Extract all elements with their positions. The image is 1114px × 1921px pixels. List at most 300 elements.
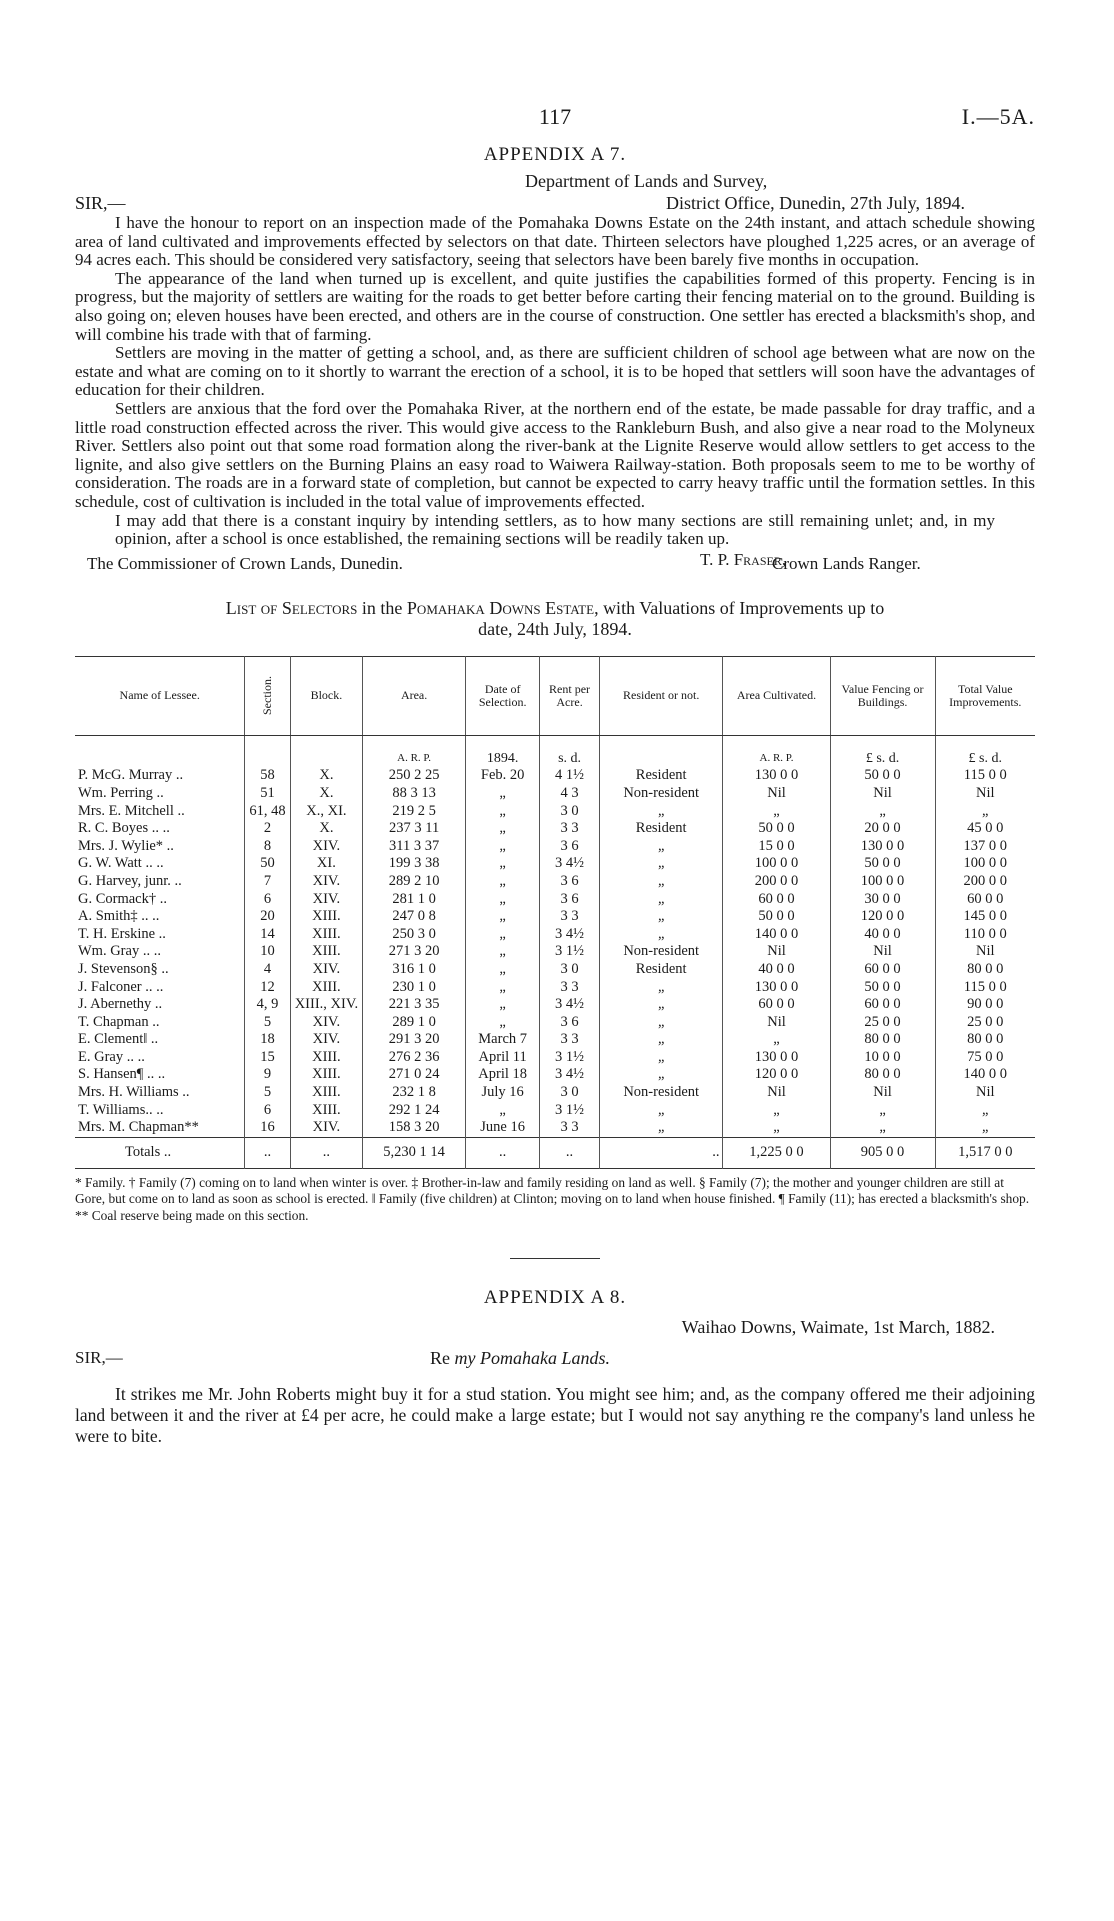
area-cultivated-cell: 100 0 0 bbox=[723, 855, 830, 873]
lessee-name-cell: G. Harvey, junr. .. bbox=[75, 873, 245, 891]
section-cell: 5 bbox=[245, 1084, 290, 1102]
block-cell: XIV. bbox=[290, 890, 362, 908]
date-of-selection-cell: Feb. 20 bbox=[466, 767, 540, 785]
block-cell: XIV. bbox=[290, 1031, 362, 1049]
area-cell: 232 1 8 bbox=[363, 1084, 466, 1102]
appendix-a7-title: APPENDIX A 7. bbox=[483, 144, 627, 165]
rent-per-acre-cell: 3 0 bbox=[540, 961, 600, 979]
lessee-name-cell: E. Clement‖ .. bbox=[75, 1031, 245, 1049]
table-title-date: date, 24th July, 1894. bbox=[478, 618, 632, 639]
closing-paragraph: I may add that there is a constant inquiry by intending settlers, as to how many sections are still remaining unlet; and, in my opinion, after a school is once established, the remaining sections will be readily taken up. bbox=[115, 510, 995, 549]
table-row bbox=[75, 820, 1035, 838]
value-fencing-cell: 25 0 0 bbox=[830, 1013, 935, 1031]
residency-cell: „ bbox=[599, 1101, 723, 1119]
area-cell: 250 2 25 bbox=[363, 767, 466, 785]
units-fencing: £ s. d. bbox=[830, 735, 935, 767]
residency-cell: Non-resident bbox=[599, 943, 723, 961]
block-cell: XIII. bbox=[290, 1101, 362, 1119]
units-cell bbox=[599, 735, 723, 767]
rent-per-acre-cell: 3 6 bbox=[540, 890, 600, 908]
table-row bbox=[75, 1031, 1035, 1049]
area-cultivated-cell: 50 0 0 bbox=[723, 820, 830, 838]
section-cell: 10 bbox=[245, 943, 290, 961]
area-cell: 271 3 20 bbox=[363, 943, 466, 961]
value-fencing-cell: „ bbox=[830, 802, 935, 820]
block-cell: XIII. bbox=[290, 925, 362, 943]
rent-per-acre-cell: 3 4½ bbox=[540, 996, 600, 1014]
section-cell: 7 bbox=[245, 873, 290, 891]
totals-row bbox=[75, 1137, 1035, 1168]
area-cultivated-cell: Nil bbox=[723, 943, 830, 961]
residency-cell: „ bbox=[599, 855, 723, 873]
table-row bbox=[75, 1119, 1035, 1137]
header-name: Name of Lessee. bbox=[75, 656, 245, 735]
units-date: 1894. bbox=[466, 735, 540, 767]
total-value-cell: „ bbox=[982, 802, 989, 819]
rent-per-acre-cell: 3 3 bbox=[540, 1119, 600, 1137]
section-cell: 4, 9 bbox=[245, 996, 290, 1014]
header-cultivated: Area Cultivated. bbox=[723, 656, 830, 735]
date-of-selection-cell: „ bbox=[466, 1101, 540, 1119]
block-cell: X. bbox=[290, 785, 362, 803]
table-row bbox=[75, 855, 1035, 873]
date-of-selection-cell: „ bbox=[466, 890, 540, 908]
lessee-name-cell: G. Cormack† .. bbox=[75, 890, 245, 908]
area-cell: 289 1 0 bbox=[363, 1013, 466, 1031]
paragraph: Settlers are moving in the matter of getting a school, and, as there are sufficient children of school age between what are now on the estate and what are coming on to it shortly to warrant the erection of a school, it is to be hoped that settlers will soon have the advantages of education for their children. bbox=[75, 343, 1035, 400]
date-of-selection-cell: „ bbox=[466, 978, 540, 996]
header-area: Area. bbox=[363, 656, 466, 735]
area-cell: 237 3 11 bbox=[363, 820, 466, 838]
value-fencing-cell: 20 0 0 bbox=[830, 820, 935, 838]
header-rent: Rent per Acre. bbox=[540, 656, 600, 735]
residency-cell: „ bbox=[599, 996, 723, 1014]
table-row bbox=[75, 1101, 1035, 1119]
salutation: SIR,— bbox=[75, 1348, 123, 1368]
area-cell: 88 3 13 bbox=[363, 785, 466, 803]
date-of-selection-cell: „ bbox=[466, 802, 540, 820]
area-cell: 250 3 0 bbox=[363, 925, 466, 943]
lessee-name-cell: T. Williams.. .. bbox=[75, 1101, 245, 1119]
table-row bbox=[75, 767, 1035, 785]
units-cultivated: A. R. P. bbox=[723, 735, 830, 767]
table-row bbox=[75, 908, 1035, 926]
block-cell: XIII. bbox=[290, 1084, 362, 1102]
total-value-cell: 115 0 0 bbox=[963, 767, 1007, 784]
section-cell: 20 bbox=[245, 908, 290, 926]
date-of-selection-cell: „ bbox=[466, 925, 540, 943]
rent-per-acre-cell: 3 1½ bbox=[540, 1049, 600, 1067]
table-header-row bbox=[75, 656, 1035, 735]
appendix-a8-paragraph: It strikes me Mr. John Roberts might buy it for a stud station. You might see him; and, as the company offered me their adjoining land between it and the river at £4 per acre, he could make a large estate; but I would not say anything re the company's land unless he were to bite. bbox=[75, 1384, 1035, 1447]
subject-prefix: Re bbox=[430, 1348, 455, 1369]
section-cell: 16 bbox=[245, 1119, 290, 1137]
area-cultivated-cell: „ bbox=[723, 1101, 830, 1119]
totals-dots: .. bbox=[540, 1137, 600, 1168]
residency-cell: Non-resident bbox=[599, 785, 723, 803]
salutation: SIR,— bbox=[75, 193, 126, 213]
value-fencing-cell: 120 0 0 bbox=[830, 908, 935, 926]
value-fencing-cell: 60 0 0 bbox=[830, 996, 935, 1014]
table-row bbox=[75, 873, 1035, 891]
residency-cell: „ bbox=[599, 837, 723, 855]
section-cell: 6 bbox=[245, 890, 290, 908]
residency-cell: „ bbox=[599, 978, 723, 996]
total-value-cell: 137 0 0 bbox=[963, 837, 1008, 854]
estate-name: Pomahaka Downs Estate bbox=[406, 597, 595, 618]
block-cell: XIII. bbox=[290, 908, 362, 926]
paragraph: I have the honour to report on an inspection made of the Pomahaka Downs Estate on the 24th instant, and attach schedule showing area of land cultivated and improvements effected by selectors on that date. Thirteen selectors have ploughed 1,225 acres, or an average of 94 acres each. This should be considered very satisfactory, seeing that selectors have been barely five months in occupation. bbox=[75, 213, 1035, 270]
rent-per-acre-cell: 3 6 bbox=[540, 837, 600, 855]
area-cell: 219 2 5 bbox=[363, 802, 466, 820]
subject-text: my Pomahaka Lands. bbox=[454, 1348, 610, 1369]
table-row bbox=[75, 1084, 1035, 1102]
block-cell: XIII., XIV. bbox=[290, 996, 362, 1014]
area-cell: 281 1 0 bbox=[363, 890, 466, 908]
area-cell: 292 1 24 bbox=[363, 1101, 466, 1119]
value-fencing-cell: „ bbox=[830, 1119, 935, 1137]
totals-total: 1,517 0 0 bbox=[935, 1137, 1035, 1168]
residency-cell: „ bbox=[599, 1013, 723, 1031]
section-cell: 2 bbox=[245, 820, 290, 838]
area-cultivated-cell: Nil bbox=[723, 1013, 830, 1031]
area-cultivated-cell: 130 0 0 bbox=[723, 767, 830, 785]
value-fencing-cell: „ bbox=[830, 1101, 935, 1119]
rent-per-acre-cell: 3 6 bbox=[540, 873, 600, 891]
area-cultivated-cell: 15 0 0 bbox=[723, 837, 830, 855]
area-cell: 316 1 0 bbox=[363, 961, 466, 979]
area-cultivated-cell: 60 0 0 bbox=[723, 890, 830, 908]
table-row bbox=[75, 978, 1035, 996]
value-fencing-cell: Nil bbox=[830, 785, 935, 803]
total-value-cell: 75 0 0 bbox=[967, 1048, 1004, 1065]
section-cell: 18 bbox=[245, 1031, 290, 1049]
date-of-selection-cell: „ bbox=[466, 961, 540, 979]
header-resident: Resident or not. bbox=[599, 656, 723, 735]
lessee-name-cell: J. Abernethy .. bbox=[75, 996, 245, 1014]
date-of-selection-cell: „ bbox=[466, 996, 540, 1014]
total-value-cell: 100 0 0 bbox=[963, 855, 1008, 872]
date-of-selection-cell: „ bbox=[466, 908, 540, 926]
value-fencing-cell: 30 0 0 bbox=[830, 890, 935, 908]
totals-area: 5,230 1 14 bbox=[363, 1137, 466, 1168]
table-row bbox=[75, 961, 1035, 979]
lessee-name-cell: Wm. Perring .. bbox=[75, 785, 245, 803]
date-of-selection-cell: April 18 bbox=[466, 1066, 540, 1084]
rent-per-acre-cell: 3 1½ bbox=[540, 943, 600, 961]
letter-heading bbox=[75, 170, 1035, 214]
letter-closing bbox=[75, 512, 1035, 554]
lessee-name-cell: S. Hansen¶ .. .. bbox=[75, 1066, 245, 1084]
value-fencing-cell: 50 0 0 bbox=[830, 855, 935, 873]
units-cell bbox=[75, 735, 245, 767]
residency-cell: „ bbox=[599, 1119, 723, 1137]
date-of-selection-cell: „ bbox=[466, 873, 540, 891]
department-line: Department of Lands and Survey, bbox=[525, 171, 768, 191]
table-row bbox=[75, 943, 1035, 961]
date-of-selection-cell: March 7 bbox=[466, 1031, 540, 1049]
appendix-a8-title: APPENDIX A 8. bbox=[483, 1287, 627, 1309]
rent-per-acre-cell: 3 0 bbox=[540, 1084, 600, 1102]
lessee-name-cell: Mrs. J. Wylie* .. bbox=[75, 837, 245, 855]
rent-per-acre-cell: 3 4½ bbox=[540, 1066, 600, 1084]
header-date: Date of Selection. bbox=[466, 656, 540, 735]
residency-cell: Resident bbox=[599, 820, 723, 838]
area-cell: 291 3 20 bbox=[363, 1031, 466, 1049]
totals-dots: .. bbox=[245, 1137, 290, 1168]
totals-dots: .. bbox=[290, 1137, 362, 1168]
area-cell: 199 3 38 bbox=[363, 855, 466, 873]
value-fencing-cell: 100 0 0 bbox=[830, 873, 935, 891]
units-total: £ s. d. bbox=[968, 750, 1002, 766]
total-value-cell: Nil bbox=[976, 943, 995, 960]
area-cell: 158 3 20 bbox=[363, 1119, 466, 1137]
area-cultivated-cell: „ bbox=[723, 1119, 830, 1137]
lessee-name-cell: Wm. Gray .. .. bbox=[75, 943, 245, 961]
lessee-name-cell: Mrs. M. Chapman** bbox=[75, 1119, 245, 1137]
total-value-cell: 115 0 0 bbox=[963, 978, 1007, 995]
units-area: A. R. P. bbox=[363, 735, 466, 767]
total-value-cell: 80 0 0 bbox=[967, 1031, 1004, 1048]
block-cell: XIV. bbox=[290, 1119, 362, 1137]
rent-per-acre-cell: 3 6 bbox=[540, 1013, 600, 1031]
header-total: Total Value Improvements. bbox=[935, 656, 1035, 735]
date-of-selection-cell: „ bbox=[466, 785, 540, 803]
total-value-cell: 145 0 0 bbox=[963, 908, 1008, 925]
date-of-selection-cell: „ bbox=[466, 1013, 540, 1031]
total-value-cell: 25 0 0 bbox=[967, 1013, 1004, 1030]
section-cell: 51 bbox=[245, 785, 290, 803]
section-cell: 8 bbox=[245, 837, 290, 855]
area-cultivated-cell: 120 0 0 bbox=[723, 1066, 830, 1084]
date-of-selection-cell: „ bbox=[466, 820, 540, 838]
selectors-table bbox=[75, 656, 1035, 1169]
block-cell: XIII. bbox=[290, 1066, 362, 1084]
area-cultivated-cell: 50 0 0 bbox=[723, 908, 830, 926]
block-cell: XIII. bbox=[290, 978, 362, 996]
document-reference: I.—5A. bbox=[961, 104, 1035, 129]
lessee-name-cell: J. Falconer .. .. bbox=[75, 978, 245, 996]
table-body bbox=[75, 735, 1035, 1137]
area-cell: 230 1 0 bbox=[363, 978, 466, 996]
table-row bbox=[75, 802, 1035, 820]
block-cell: XI. bbox=[290, 855, 362, 873]
area-cell: 221 3 35 bbox=[363, 996, 466, 1014]
section-cell: 9 bbox=[245, 1066, 290, 1084]
section-cell: 15 bbox=[245, 1049, 290, 1067]
subject-line bbox=[430, 1348, 610, 1369]
section-cell: 4 bbox=[245, 961, 290, 979]
value-fencing-cell: 50 0 0 bbox=[830, 978, 935, 996]
lessee-name-cell: Mrs. E. Mitchell .. bbox=[75, 802, 245, 820]
units-rent: s. d. bbox=[540, 735, 600, 767]
area-cultivated-cell: „ bbox=[723, 802, 830, 820]
totals-cultivated: 1,225 0 0 bbox=[723, 1137, 830, 1168]
signature-block bbox=[75, 549, 1035, 576]
table-footnotes: * Family. † Family (7) coming on to land when winter is over. ‡ Brother-in-law and family residing on land as well. § Family (7); the mother and younger children are still at Gore, but come on to land as soon as school is erected. ‖ Family (five children) at Clinton; moving on to land when house finished. ¶ Family (11); has erected a blacksmith's shop. ** Coal reserve being made on this section. bbox=[75, 1174, 1030, 1223]
total-value-cell: 45 0 0 bbox=[967, 820, 1004, 837]
table-row bbox=[75, 1049, 1035, 1067]
signature-name: T. P. Fraser, bbox=[700, 549, 787, 569]
residency-cell: „ bbox=[599, 802, 723, 820]
lessee-name-cell: J. Stevenson§ .. bbox=[75, 961, 245, 979]
residency-cell: Non-resident bbox=[599, 1084, 723, 1102]
value-fencing-cell: 50 0 0 bbox=[830, 767, 935, 785]
residency-cell: „ bbox=[599, 1031, 723, 1049]
place-date-line: Waihao Downs, Waimate, 1st March, 1882. bbox=[681, 1317, 995, 1338]
paragraph: The appearance of the land when turned up is excellent, and quite justifies the capabilities formed of this property. Fencing is in progress, but the majority of settlers are waiting for the roads to get better before carting their fencing material on to the ground. Building is also going on; eleven houses have been erected, and others are in the course of construction. One settler has erected a blacksmith's shop, and will combine his trade with that of farming. bbox=[75, 268, 1035, 344]
block-cell: XIV. bbox=[290, 873, 362, 891]
table-title bbox=[75, 598, 1035, 640]
office-date-line: District Office, Dunedin, 27th July, 1894. bbox=[666, 193, 965, 213]
value-fencing-cell: 80 0 0 bbox=[830, 1031, 935, 1049]
addressee: The Commissioner of Crown Lands, Dunedin. bbox=[87, 553, 403, 573]
page-number: 117 bbox=[538, 104, 572, 129]
page-header bbox=[75, 100, 1035, 134]
rent-per-acre-cell: 3 3 bbox=[540, 908, 600, 926]
units-cell bbox=[245, 735, 290, 767]
total-value-cell: 80 0 0 bbox=[967, 960, 1004, 977]
date-of-selection-cell: „ bbox=[466, 943, 540, 961]
date-of-selection-cell: „ bbox=[466, 837, 540, 855]
section-cell: 5 bbox=[245, 1013, 290, 1031]
area-cultivated-cell: 130 0 0 bbox=[723, 978, 830, 996]
value-fencing-cell: Nil bbox=[830, 1084, 935, 1102]
area-cultivated-cell: Nil bbox=[723, 1084, 830, 1102]
value-fencing-cell: 80 0 0 bbox=[830, 1066, 935, 1084]
section-cell: 6 bbox=[245, 1101, 290, 1119]
area-cultivated-cell: „ bbox=[723, 1031, 830, 1049]
table-row bbox=[75, 890, 1035, 908]
area-cultivated-cell: 40 0 0 bbox=[723, 961, 830, 979]
total-value-cell: 110 0 0 bbox=[963, 925, 1007, 942]
table-title-part: List of Selectors bbox=[225, 597, 358, 618]
date-of-selection-cell: June 16 bbox=[466, 1119, 540, 1137]
rent-per-acre-cell: 3 0 bbox=[540, 802, 600, 820]
area-cultivated-cell: Nil bbox=[723, 785, 830, 803]
residency-cell: „ bbox=[599, 1049, 723, 1067]
residency-cell: „ bbox=[599, 925, 723, 943]
block-cell: X., XI. bbox=[290, 802, 362, 820]
rent-per-acre-cell: 4 1½ bbox=[540, 767, 600, 785]
residency-cell: „ bbox=[599, 908, 723, 926]
header-block: Block. bbox=[290, 656, 362, 735]
rent-per-acre-cell: 4 3 bbox=[540, 785, 600, 803]
total-value-cell: „ bbox=[982, 1119, 989, 1136]
lessee-name-cell: T. H. Erskine .. bbox=[75, 925, 245, 943]
residency-cell: „ bbox=[599, 1066, 723, 1084]
section-cell: 50 bbox=[245, 855, 290, 873]
section-cell: 14 bbox=[245, 925, 290, 943]
area-cultivated-cell: 60 0 0 bbox=[723, 996, 830, 1014]
block-cell: XIII. bbox=[290, 1049, 362, 1067]
block-cell: XIII. bbox=[290, 943, 362, 961]
letter-body bbox=[75, 214, 1035, 512]
total-value-cell: Nil bbox=[976, 784, 995, 801]
lessee-name-cell: A. Smith‡ .. .. bbox=[75, 908, 245, 926]
area-cell: 289 2 10 bbox=[363, 873, 466, 891]
table-row bbox=[75, 996, 1035, 1014]
area-cultivated-cell: 140 0 0 bbox=[723, 925, 830, 943]
rent-per-acre-cell: 3 3 bbox=[540, 978, 600, 996]
total-value-cell: 200 0 0 bbox=[963, 872, 1008, 889]
rent-per-acre-cell: 3 4½ bbox=[540, 855, 600, 873]
block-cell: XIV. bbox=[290, 1013, 362, 1031]
table-title-part: in the bbox=[357, 597, 407, 618]
lessee-name-cell: P. McG. Murray .. bbox=[75, 767, 245, 785]
section-cell: 12 bbox=[245, 978, 290, 996]
total-value-cell: 140 0 0 bbox=[963, 1066, 1008, 1083]
area-cell: 276 2 36 bbox=[363, 1049, 466, 1067]
units-cell bbox=[290, 735, 362, 767]
section-divider bbox=[510, 1258, 600, 1259]
total-value-cell: 60 0 0 bbox=[967, 890, 1004, 907]
value-fencing-cell: 40 0 0 bbox=[830, 925, 935, 943]
table-row bbox=[75, 925, 1035, 943]
header-fencing: Value Fencing or Buildings. bbox=[830, 656, 935, 735]
value-fencing-cell: 130 0 0 bbox=[830, 837, 935, 855]
lessee-name-cell: E. Gray .. .. bbox=[75, 1049, 245, 1067]
area-cultivated-cell: 130 0 0 bbox=[723, 1049, 830, 1067]
table-row bbox=[75, 837, 1035, 855]
header-section-text: Section. bbox=[260, 676, 275, 715]
value-fencing-cell: 10 0 0 bbox=[830, 1049, 935, 1067]
total-value-cell: Nil bbox=[976, 1084, 995, 1101]
residency-cell: „ bbox=[599, 890, 723, 908]
rent-per-acre-cell: 3 3 bbox=[540, 820, 600, 838]
rent-per-acre-cell: 3 1½ bbox=[540, 1101, 600, 1119]
page bbox=[75, 100, 1035, 1447]
area-cell: 311 3 37 bbox=[363, 837, 466, 855]
table-row bbox=[75, 1013, 1035, 1031]
total-value-cell: „ bbox=[982, 1101, 989, 1118]
table-title-part: , with Valuations of Improvements up to bbox=[594, 597, 885, 618]
table-row bbox=[75, 1066, 1035, 1084]
section-cell: 58 bbox=[245, 767, 290, 785]
signature-title: Crown Lands Ranger. bbox=[772, 553, 921, 573]
block-cell: XIV. bbox=[290, 837, 362, 855]
rent-per-acre-cell: 3 3 bbox=[540, 1031, 600, 1049]
residency-cell: Resident bbox=[599, 961, 723, 979]
area-cell: 271 0 24 bbox=[363, 1066, 466, 1084]
block-cell: X. bbox=[290, 820, 362, 838]
header-section bbox=[245, 656, 290, 735]
totals-fencing: 905 0 0 bbox=[830, 1137, 935, 1168]
area-cell: 247 0 8 bbox=[363, 908, 466, 926]
lessee-name-cell: T. Chapman .. bbox=[75, 1013, 245, 1031]
totals-dots: .. bbox=[466, 1137, 540, 1168]
lessee-name-cell: Mrs. H. Williams .. bbox=[75, 1084, 245, 1102]
block-cell: X. bbox=[290, 767, 362, 785]
section-cell: 61, 48 bbox=[245, 802, 290, 820]
date-of-selection-cell: July 16 bbox=[466, 1084, 540, 1102]
salutation-line bbox=[75, 1348, 1035, 1374]
value-fencing-cell: 60 0 0 bbox=[830, 961, 935, 979]
date-of-selection-cell: „ bbox=[466, 855, 540, 873]
block-cell: XIV. bbox=[290, 961, 362, 979]
totals-dots: .. bbox=[599, 1137, 723, 1168]
rent-per-acre-cell: 3 4½ bbox=[540, 925, 600, 943]
value-fencing-cell: Nil bbox=[830, 943, 935, 961]
paragraph: Settlers are anxious that the ford over the Pomahaka River, at the northern end of the estate, be made passable for dray traffic, and a little road construction effected across the river. This would give access to the Rankleburn Bush, and also give a near road to the Molyneux River. Settlers also point out that some road formation along the river-bank at the Lignite Reserve would allow settlers to get access to the lignite, and also give settlers on the Burning Plains an easy road to Waiwera Railway-station. Both proposals seem to me to be worthy of consideration. The roads are in a forward state of completion, but cannot be expected to carry heavy traffic until the formation settles. In this schedule, cost of cultivation is included in the total value of improvements effected. bbox=[75, 398, 1035, 511]
table-row bbox=[75, 785, 1035, 803]
area-cultivated-cell: 200 0 0 bbox=[723, 873, 830, 891]
date-of-selection-cell: April 11 bbox=[466, 1049, 540, 1067]
totals-label: Totals .. bbox=[75, 1137, 245, 1168]
lessee-name-cell: R. C. Boyes .. .. bbox=[75, 820, 245, 838]
residency-cell: Resident bbox=[599, 767, 723, 785]
total-value-cell: 90 0 0 bbox=[967, 996, 1004, 1013]
